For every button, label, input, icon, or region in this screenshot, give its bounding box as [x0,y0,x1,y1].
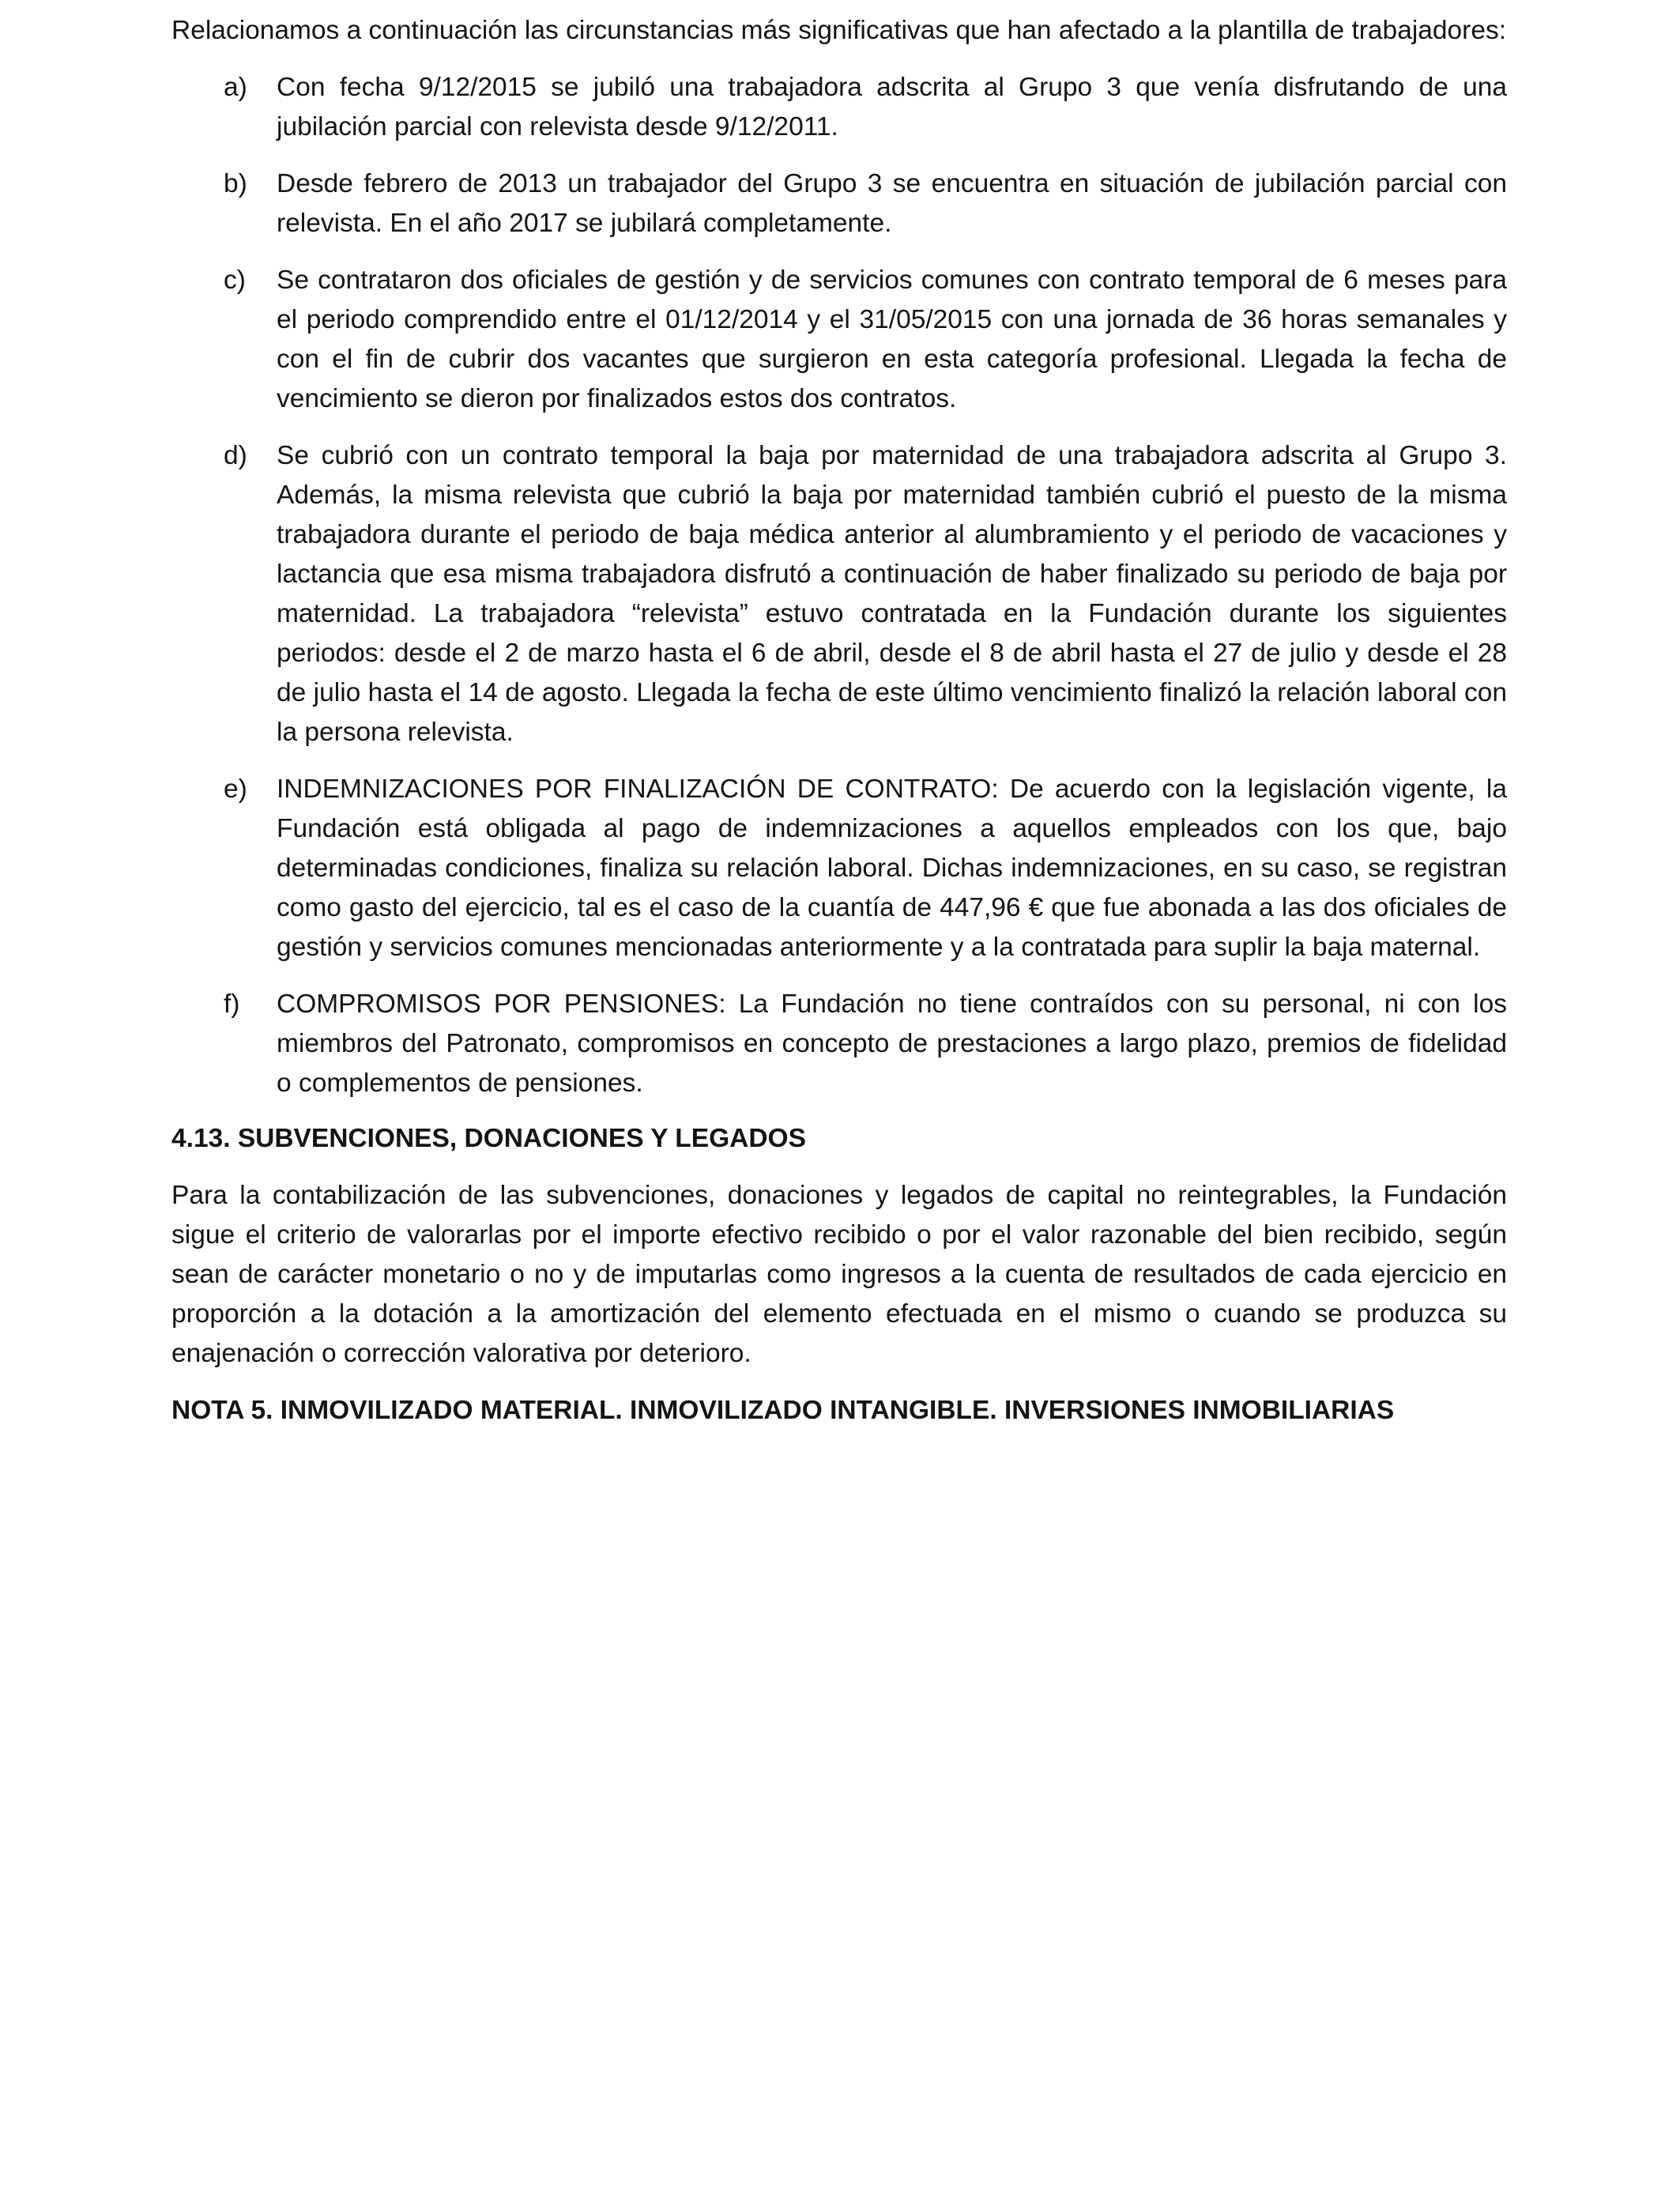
list-marker: d) [224,441,247,470]
section-body-paragraph: Para la contabilización de las subvenciones, donaciones y legados de capital no reintegrables, la Fundación sigue el criterio de valorarlas por el importe efectivo recibido o por el valor razonable del bien recibido, según sean de carácter monetario o no y de imputarlas como ingresos a la cuenta de resultados de cada ejercicio en proporción a la dotación a la amortización del elemento efectuada en el mismo o cuando se produzca su enajenación o corrección valorativa por deterioro. [171,1181,1507,1368]
list-item [171,261,1507,419]
list-item [171,436,1507,752]
list-item-text: INDEMNIZACIONES POR FINALIZACIÓN DE CONTRATO: De acuerdo con la legislación vigente, la Fundación está obligada al pago de indemnizaciones a aquellos empleados con los que, bajo determinadas condiciones, finaliza su relación laboral. Dichas indemnizaciones, en su caso, se registran como gasto del ejercicio, tal es el caso de la cuantía de 447,96 € que fue abonada a las dos oficiales de gestión y servicios comunes mencionadas anteriormente y a la contratada para suplir la baja maternal. [277,775,1507,962]
list-marker: c) [224,266,246,295]
list-marker: e) [224,775,247,804]
list-item [171,164,1507,243]
list-marker: b) [224,169,247,198]
note-heading: NOTA 5. INMOVILIZADO MATERIAL. INMOVILIZADO INTANGIBLE. INVERSIONES INMOBILIARIAS [171,1396,1395,1425]
list-marker: f) [224,990,240,1019]
list-item-text: COMPROMISOS POR PENSIONES: La Fundación no tiene contraídos con su personal, ni con los miembros del Patronato, compromisos en concepto de prestaciones a largo plazo, premios de fidelidad o complementos de pensiones. [277,990,1507,1098]
list-item-text: Con fecha 9/12/2015 se jubiló una trabajadora adscrita al Grupo 3 que venía disfrutando de una jubilación parcial con relevista desde 9/12/2011. [277,73,1507,141]
list-item [171,985,1507,1103]
list-marker: a) [224,73,247,102]
list-item-text: Desde febrero de 2013 un trabajador del Grupo 3 se encuentra en situación de jubilación parcial con relevista. En el año 2017 se jubilará completamente. [277,169,1507,238]
list-item [171,68,1507,147]
list-item-text: Se cubrió con un contrato temporal la baja por maternidad de una trabajadora adscrita al Grupo 3. Además, la misma relevista que cubrió la baja por maternidad también cubrió el puesto de la misma trabajadora durante el periodo de baja médica anterior al alumbramiento y el periodo de vacaciones y lactancia que esa misma trabajadora disfrutó a continuación de haber finalizado su periodo de baja por maternidad. La trabajadora “relevista” estuvo contratada en la Fundación durante los siguientes periodos: desde el 2 de marzo hasta el 6 de abril, desde el 8 de abril hasta el 27 de julio y desde el 28 de julio hasta el 14 de agosto. Llegada la fecha de este último vencimiento finalizó la relación laboral con la persona relevista. [277,441,1507,747]
list-item-text: Se contrataron dos oficiales de gestión y de servicios comunes con contrato temporal de 6 meses para el periodo comprendido entre el 01/12/2014 y el 31/05/2015 con una jornada de 36 horas semanales y con el fin de cubrir dos vacantes que surgieron en esta categoría profesional. Llegada la fecha de vencimiento se dieron por finalizados estos dos contratos. [277,266,1507,413]
section-heading: 4.13. SUBVENCIONES, DONACIONES Y LEGADOS [171,1124,806,1153]
document-page [171,11,1507,1448]
intro-paragraph: Relacionamos a continuación las circunstancias más significativas que han afectado a la plantilla de trabajadores: [171,16,1507,45]
list-item [171,770,1507,967]
circumstances-list [171,68,1507,1103]
